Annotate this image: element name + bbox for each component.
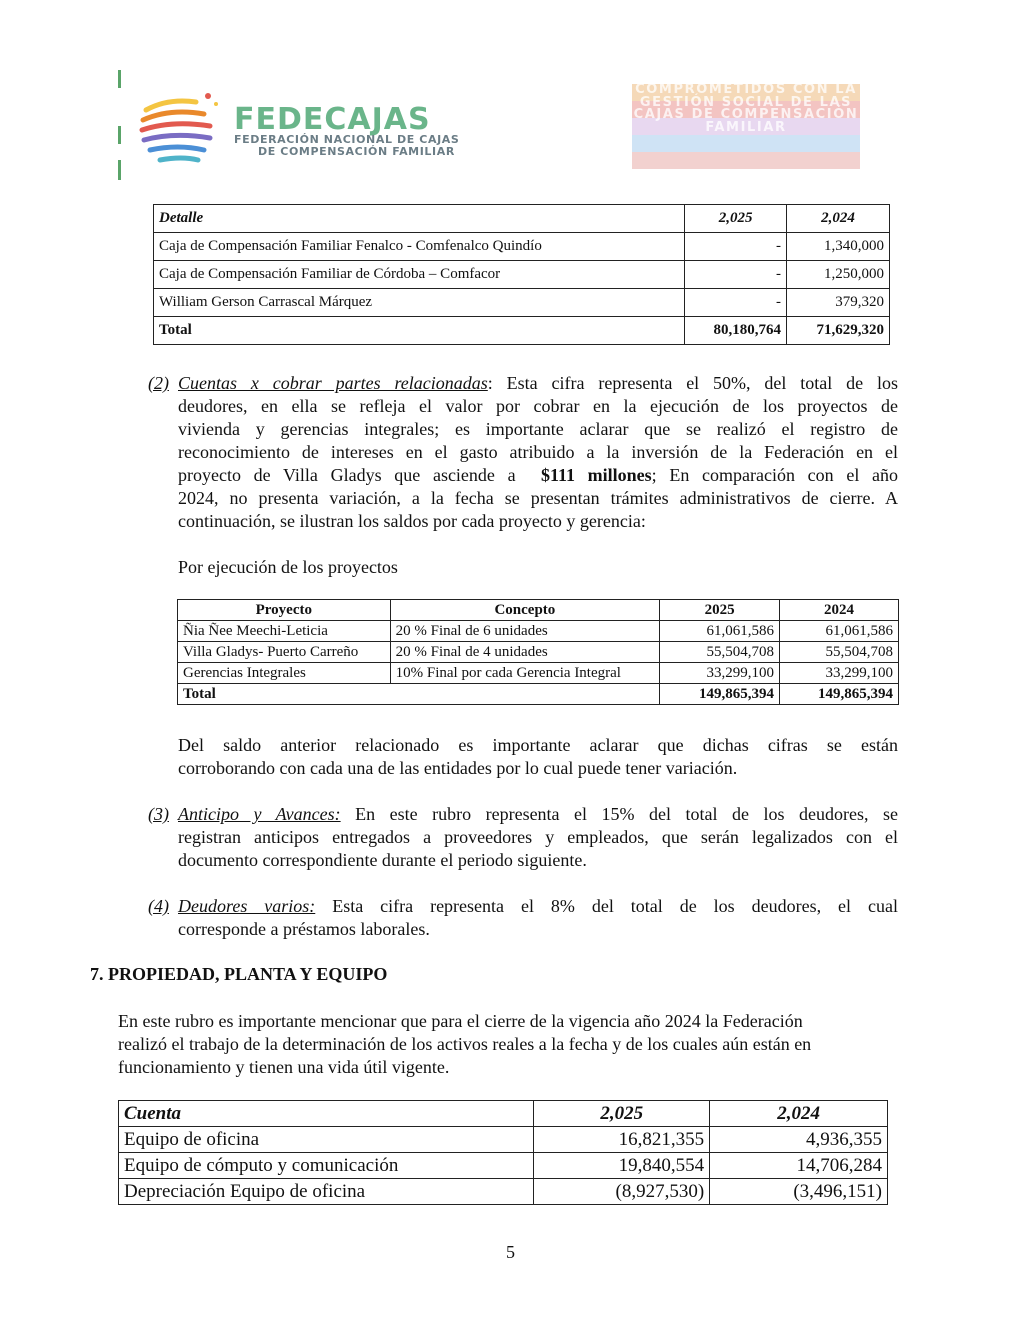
table-row: [154, 261, 890, 289]
header-accent-bar-bottom: [118, 160, 121, 180]
note-2-text: ; En comparación con el año: [651, 465, 899, 485]
table-total-row: [178, 684, 899, 705]
header-cell: Detalle: [154, 205, 685, 233]
table-cell: Villa Gladys- Puerto Carreño: [178, 642, 391, 663]
table-cell: William Gerson Carrascal Márquez: [154, 289, 685, 317]
section-7-text: funcionamiento y tienen una vida útil vigente.: [118, 1057, 450, 1077]
table-header-row: [154, 205, 890, 233]
note-2-marker: (2): [148, 373, 169, 393]
header-cell: 2,024: [710, 1101, 888, 1127]
table-cell: 33,299,100: [660, 663, 780, 684]
note-2-text: reconocimiento de intereses en el gasto atribuido a la inversión de la Federación en el: [178, 442, 898, 462]
header-cell: Proyecto: [178, 600, 391, 621]
header-accent-bar-mid: [118, 126, 121, 144]
note-3-paragraph: [178, 803, 898, 872]
table-row: [119, 1153, 888, 1179]
table-cell: (3,496,151): [710, 1179, 888, 1205]
fedecajas-logo-icon: [138, 80, 228, 170]
logo-title: FEDECAJAS: [234, 102, 431, 137]
table-cell: 33,299,100: [780, 663, 899, 684]
table-cell: -: [685, 289, 787, 317]
projects-table: [177, 599, 899, 705]
table-cell: 71,629,320: [787, 317, 890, 345]
note-2-text: continuación, se ilustran los saldos por cada proyecto y gerencia:: [178, 511, 646, 531]
subheading-projects: Por ejecución de los proyectos: [178, 557, 398, 577]
slogan-text: COMPROMETIDOS CON LA GESTIÓN SOCIAL DE LAS CAJAS DE COMPENSACIÓN FAMILIAR: [633, 82, 859, 135]
table-cell: 1,340,000: [787, 233, 890, 261]
table-cell: 61,061,586: [660, 621, 780, 642]
table-cell: Gerencias Integrales: [178, 663, 391, 684]
table-row: [154, 233, 890, 261]
table-cell: 61,061,586: [780, 621, 899, 642]
table-row: [154, 289, 890, 317]
table-row: [178, 663, 899, 684]
note-4-text: Esta cifra representa el 8% del total de los deudores, el cual: [315, 896, 898, 916]
property-equipment-table: [118, 1100, 888, 1205]
table-cell: 16,821,355: [534, 1127, 710, 1153]
logo-subtitle-line2: DE COMPENSACIÓN FAMILIAR: [258, 145, 455, 158]
table-cell: 379,320: [787, 289, 890, 317]
header-cell: 2,024: [787, 205, 890, 233]
note-2-text: vivienda y gerencias integrales; es importante aclarar que se realizó el registro de: [178, 419, 898, 439]
note-2-amount: $111 millones: [540, 465, 652, 485]
table-cell: 20 % Final de 4 unidades: [390, 642, 660, 663]
table-row: [119, 1127, 888, 1153]
table-cell: 10% Final por cada Gerencia Integral: [390, 663, 660, 684]
note-3-title: Anticipo y Avances:: [178, 804, 341, 824]
section-7-text: En este rubro es importante mencionar que para el cierre de la vigencia año 2024 la Federación: [118, 1011, 803, 1031]
note-2-text: deudores, en ella se refleja el valor por cobrar en la ejecución de los proyectos de: [178, 396, 898, 416]
table-total-row: [154, 317, 890, 345]
saldo-note-text: corroborando con cada una de las entidades por lo cual puede tener variación.: [178, 758, 738, 778]
table-cell: 19,840,554: [534, 1153, 710, 1179]
header-cell: 2,025: [534, 1101, 710, 1127]
table-cell: (8,927,530): [534, 1179, 710, 1205]
table-cell: Caja de Compensación Familiar de Córdoba – Comfacor: [154, 261, 685, 289]
table-cell: 149,865,394: [780, 684, 899, 705]
header-cell: 2,025: [685, 205, 787, 233]
saldo-note-paragraph: [178, 734, 898, 780]
table-header-row: [178, 600, 899, 621]
header-cell: 2025: [660, 600, 780, 621]
table-cell: -: [685, 261, 787, 289]
table-cell: 80,180,764: [685, 317, 787, 345]
table-cell: 14,706,284: [710, 1153, 888, 1179]
table-cell: Total: [154, 317, 685, 345]
note-4-title: Deudores varios:: [178, 896, 316, 916]
table-cell: 20 % Final de 6 unidades: [390, 621, 660, 642]
table-cell: 55,504,708: [660, 642, 780, 663]
note-4-marker: (4): [148, 896, 169, 916]
table-cell: 149,865,394: [660, 684, 780, 705]
note-3-text: registran anticipos entregados a proveedores y empleados, que serán legalizados con el: [178, 827, 898, 847]
section-7-paragraph: [118, 1010, 908, 1079]
note-2-title: Cuentas x cobrar partes relacionadas: [178, 373, 488, 393]
table-cell: Equipo de oficina: [119, 1127, 534, 1153]
table-cell: Total: [178, 684, 660, 705]
page-number: 5: [506, 1242, 515, 1262]
note-3-text: En este rubro representa el 15% del total de los deudores, se: [340, 804, 898, 824]
header-accent-bar-top: [118, 70, 121, 88]
note-4-paragraph: [178, 895, 898, 941]
note-2-text: : Esta cifra representa el 50%, del total de los: [487, 373, 899, 393]
table-cell: 1,250,000: [787, 261, 890, 289]
table-cell: 4,936,355: [710, 1127, 888, 1153]
header-cell: 2024: [780, 600, 899, 621]
table-row: [178, 642, 899, 663]
header-cell: Concepto: [390, 600, 660, 621]
saldo-note-text: Del saldo anterior relacionado es importante aclarar que dichas cifras se están: [178, 735, 898, 755]
section-7-text: realizó el trabajo de la determinación de los activos reales a la fecha y de los cuales aún están en: [118, 1034, 812, 1054]
note-2-text: proyecto de Villa Gladys que asciende a: [178, 465, 516, 485]
note-3-marker: (3): [148, 804, 169, 824]
table-header-row: [119, 1101, 888, 1127]
table-cell: Caja de Compensación Familiar Fenalco - Comfenalco Quindío: [154, 233, 685, 261]
table-cell: -: [685, 233, 787, 261]
table-row: [119, 1179, 888, 1205]
table-row: [178, 621, 899, 642]
table-cell: 55,504,708: [780, 642, 899, 663]
table-cell: Equipo de cómputo y comunicación: [119, 1153, 534, 1179]
note-2-text: 2024, no presenta variación, a la fecha se presentan trámites administrativos de cierre. A: [178, 488, 898, 508]
table-cell: Ñia Ñee Meechi-Leticia: [178, 621, 391, 642]
note-3-text: documento correspondiente durante el periodo siguiente.: [178, 850, 587, 870]
table-cell: Depreciación Equipo de oficina: [119, 1179, 534, 1205]
note-2-paragraph: [178, 372, 898, 533]
section-7-title: 7. PROPIEDAD, PLANTA Y EQUIPO: [90, 964, 388, 984]
header-cell: Cuenta: [119, 1101, 534, 1127]
donations-detail-table: [153, 204, 890, 345]
logo-subtitle-line1: FEDERACIÓN NACIONAL DE CAJAS: [234, 133, 460, 146]
note-4-text: corresponde a préstamos laborales.: [178, 919, 430, 939]
